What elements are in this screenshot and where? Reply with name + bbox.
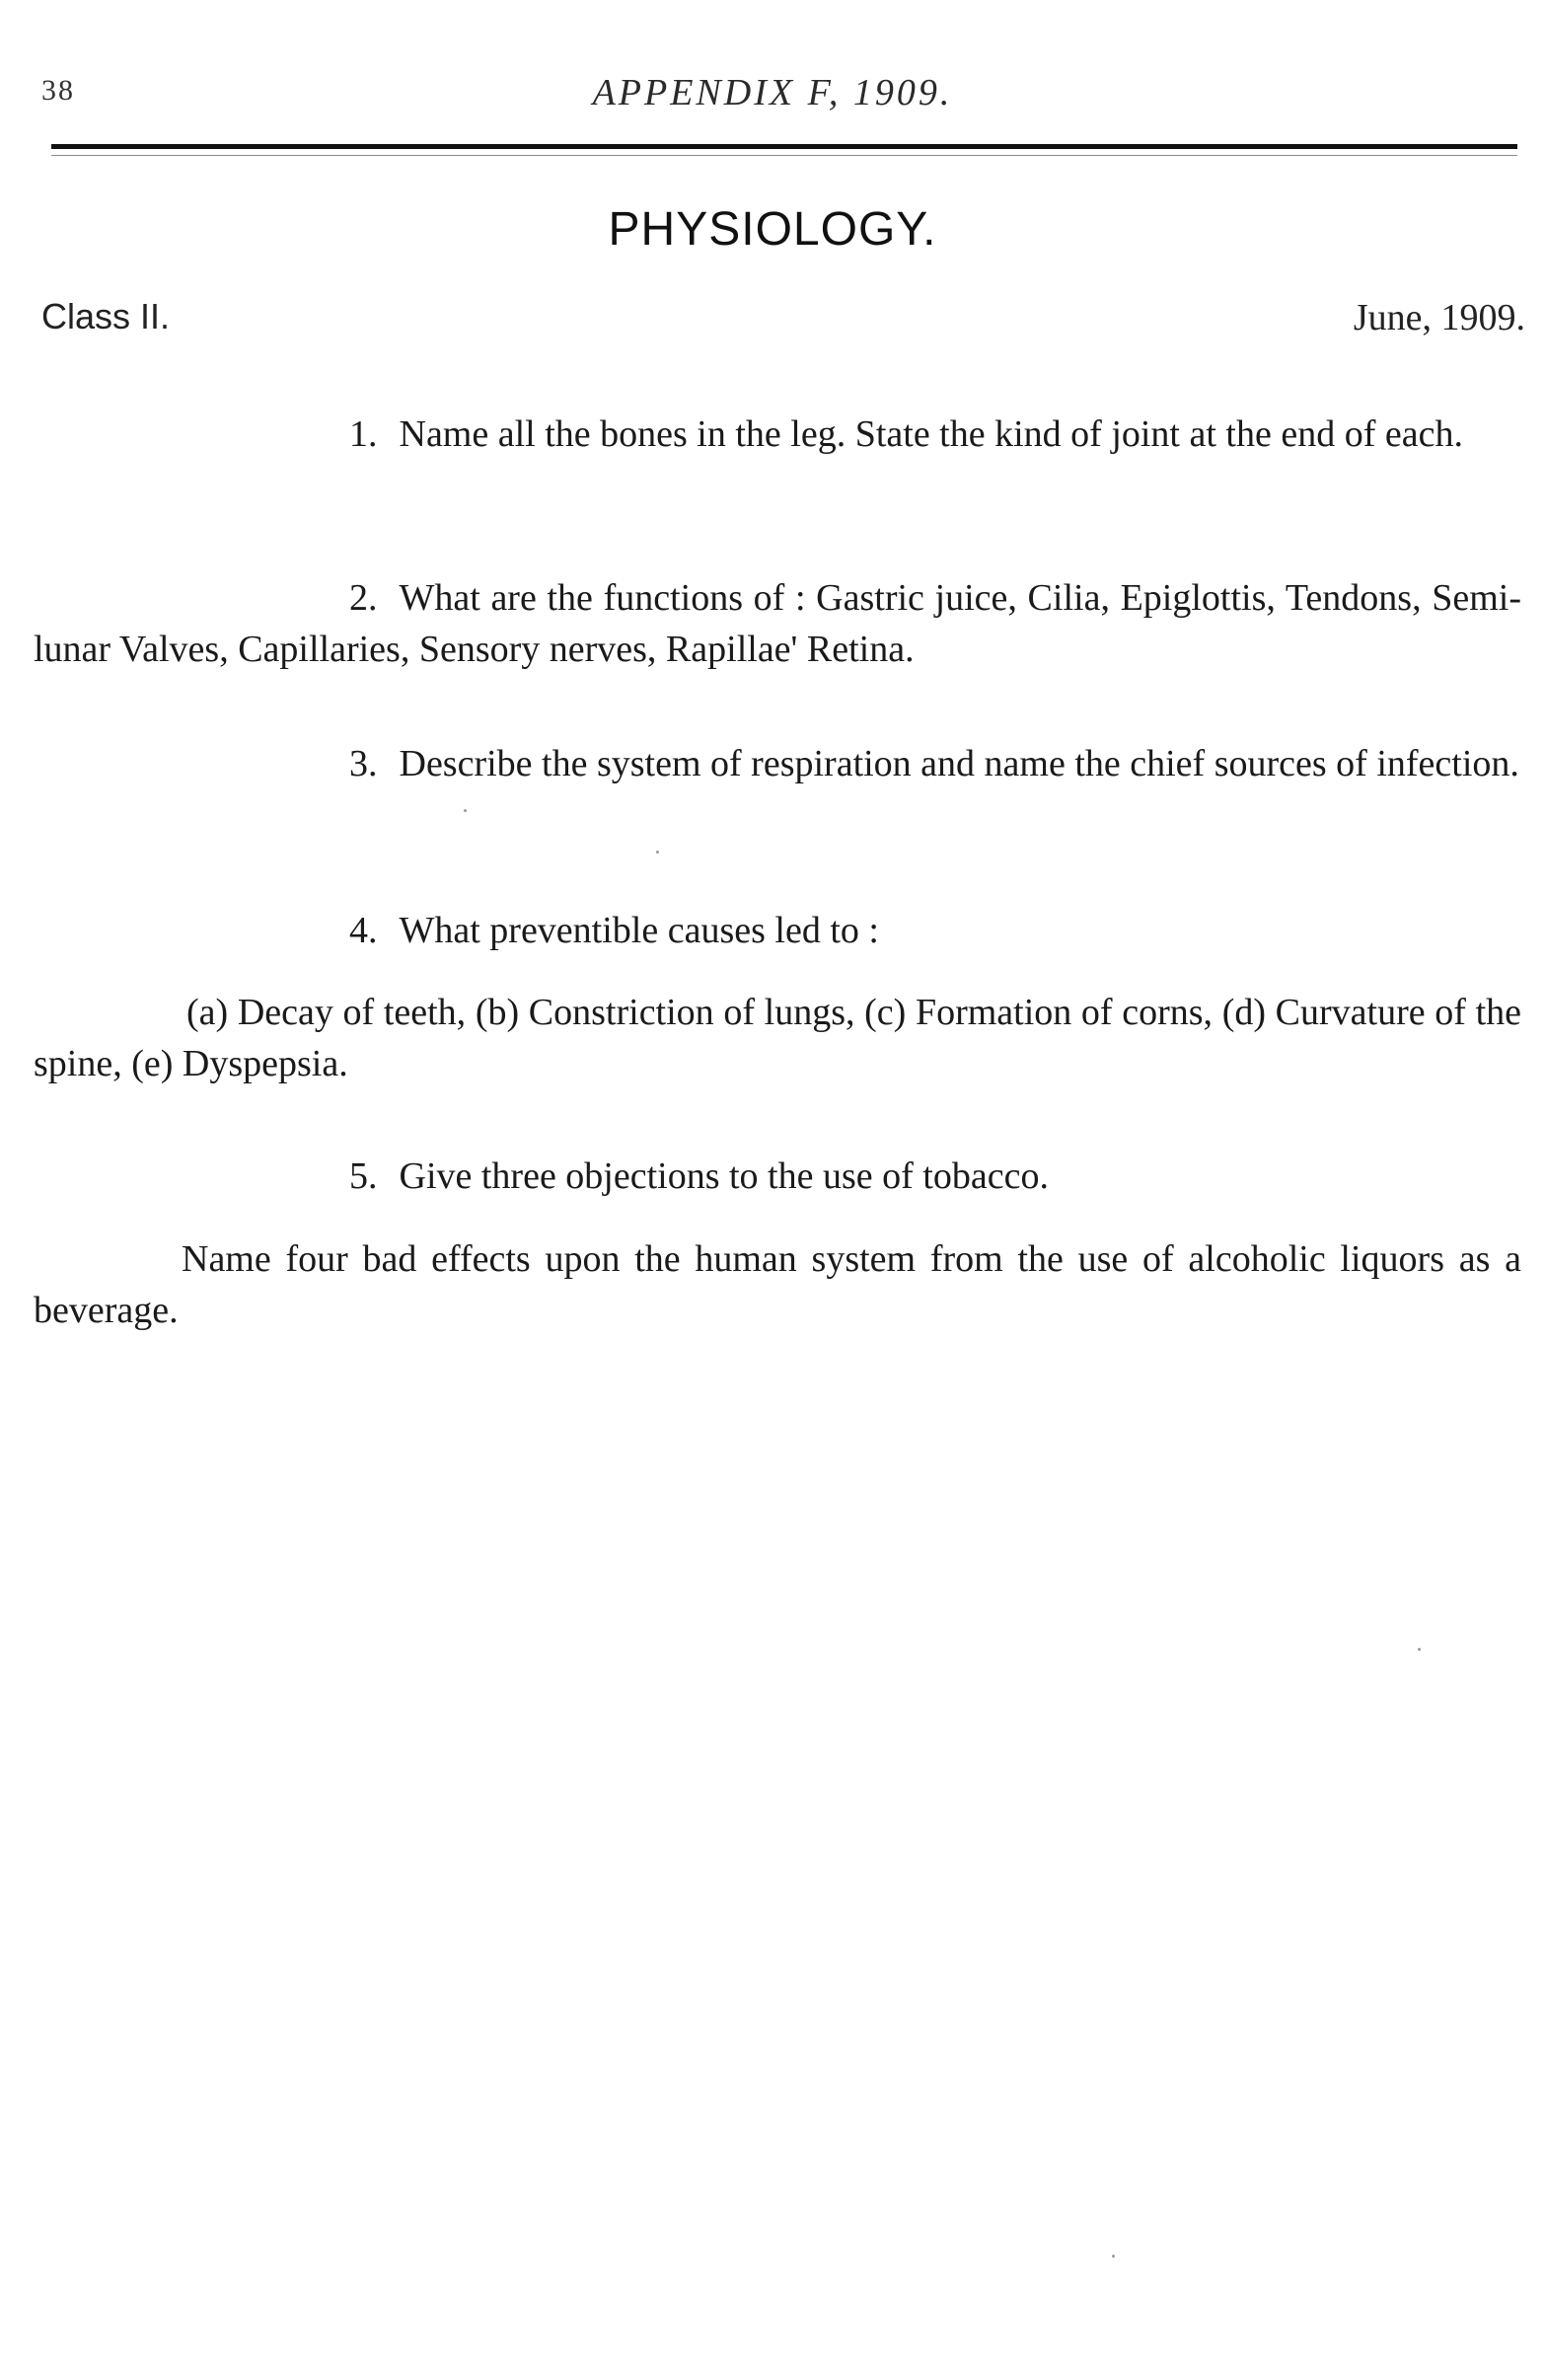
question-text: Name all the bones in the leg. State the kind of joint at the end of each.	[399, 413, 1463, 455]
print-speck	[1112, 2255, 1115, 2258]
question-1	[34, 409, 1521, 460]
section-title: PHYSIOLOGY.	[608, 203, 937, 256]
running-head: APPENDIX F, 1909.	[592, 72, 953, 113]
question-continuation-text: Name four bad effects upon the human system from the use of alcoholic liquors as a beverage.	[34, 1238, 1521, 1331]
question-number: 4.	[349, 910, 378, 951]
question-number: 5.	[349, 1155, 378, 1197]
question-options-text: (a) Decay of teeth, (b) Constriction of lungs, (c) Formation of corns, (d) Curvature of the spine, (e) Dyspepsia.	[34, 992, 1521, 1084]
header-rule-thick	[51, 144, 1517, 149]
question-text: Give three objections to the use of tobacco.	[399, 1155, 1049, 1197]
question-number: 1.	[349, 413, 378, 455]
question-5-continuation	[34, 1233, 1521, 1336]
print-speck	[656, 851, 659, 854]
question-3	[34, 738, 1521, 789]
question-text: What preventible causes led to :	[399, 910, 879, 951]
print-speck	[1418, 1648, 1421, 1651]
question-4-options	[34, 987, 1521, 1089]
question-text: Describe the system of respiration and name the chief sources of infection.	[399, 743, 1519, 784]
exam-date: June, 1909.	[1353, 297, 1525, 338]
header-rule-thin	[51, 155, 1517, 156]
question-number: 3.	[349, 743, 378, 784]
question-number: 2.	[349, 577, 378, 619]
print-speck	[464, 809, 467, 812]
question-4	[34, 905, 1521, 956]
page-number: 38	[41, 74, 75, 107]
question-text: What are the functions of : Gastric juice, Cilia, Epiglottis, Tendons, Semi-lunar Valves, Capillaries, Sensory nerves, Rapillae' Retina.	[34, 577, 1521, 670]
class-label: Class II.	[41, 296, 171, 336]
question-5	[34, 1151, 1521, 1202]
question-2	[34, 572, 1521, 675]
